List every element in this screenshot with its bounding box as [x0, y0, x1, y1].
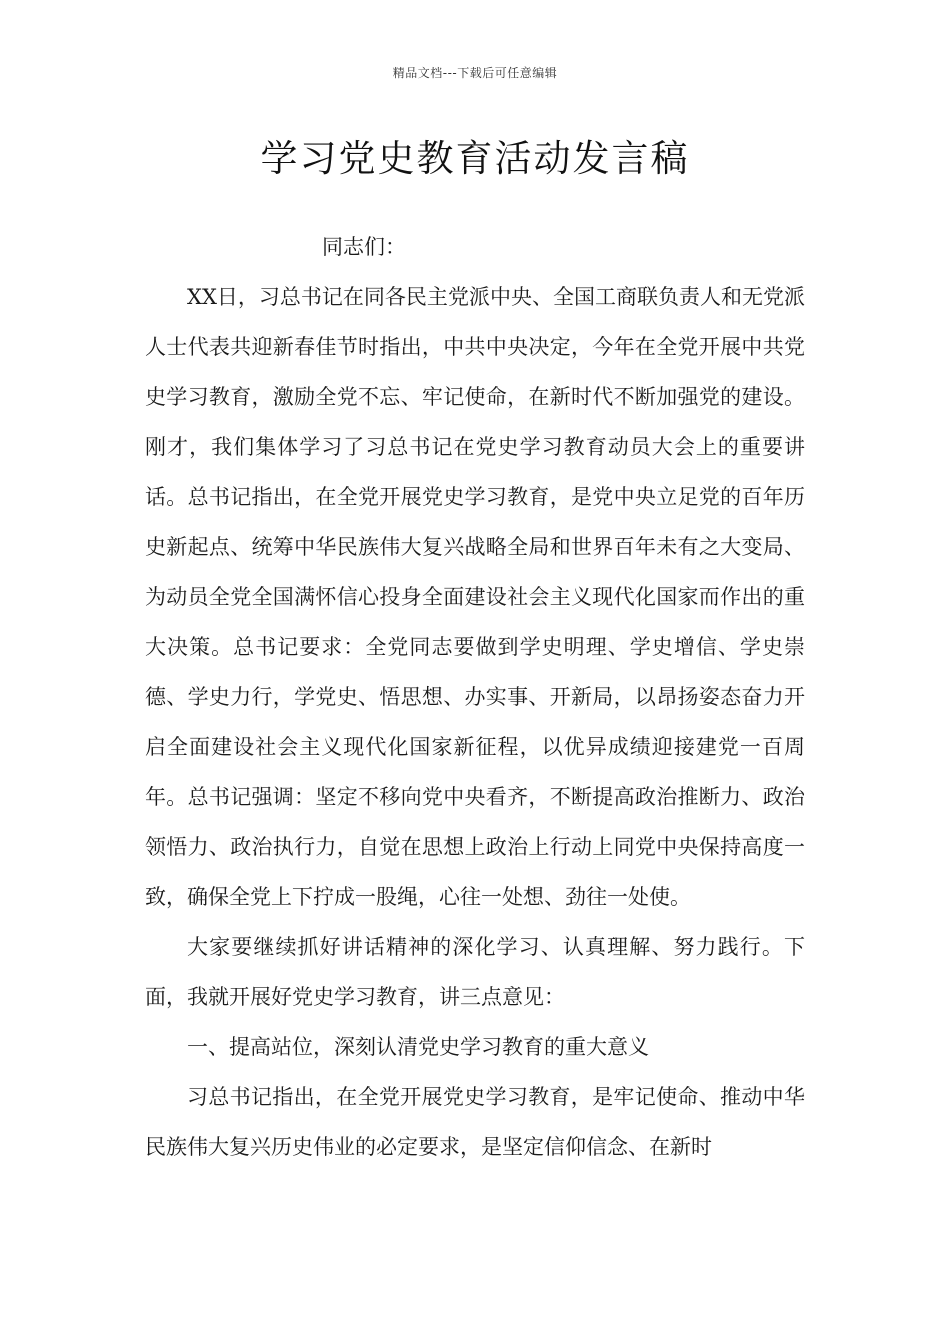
paragraph: 习总书记指出，在全党开展党史学习教育，是牢记使命、推动中华民族伟大复兴历史伟业的必定要求，是坚定信仰信念、在新时 — [145, 1085, 805, 1159]
section-heading: 一、提高站位，深刻认清党史学习教育的重大意义 — [187, 1035, 649, 1059]
salutation: 同志们： — [322, 235, 406, 259]
paragraph: XX日，习总书记在同各民主党派中央、全国工商联负责人和无党派人士代表共迎新春佳节时指出，中共中央决定，今年在全党开展中共党史学习教育，激励全党不忘、牢记使命，在新时代不断加强党的建设。刚才，我们集体学习了习总书记在党史学习教育动员大会上的重要讲话。总书记指出，在全党开展党史学习教育，是党中央立足党的百年历史新起点、统筹中华民族伟大复兴战略全局和世界百年未有之大变局、为动员全党全国满怀信心投身全面建设社会主义现代化国家而作出的重大决策。总书记要求：全党同志要做到学史明理、学史增信、学史崇德、学史力行，学党史、悟思想、办实事、开新局，以昂扬姿态奋力开启全面建设社会主义现代化国家新征程，以优异成绩迎接建党一百周年。总书记强调：坚定不移向党中央看齐，不断提高政治推断力、政治领悟力、政治执行力，自觉在思想上政治上行动上同党中央保持高度一致，确保全党上下拧成一股绳，心往一处想、劲往一处使。 — [145, 285, 805, 909]
paragraph: 大家要继续抓好讲话精神的深化学习、认真理解、努力践行。下面，我就开展好党史学习教育，讲三点意见： — [145, 935, 805, 1009]
document-title: 学习党史教育活动发言稿 — [260, 137, 690, 180]
page-header: 精品文档---下载后可任意编辑 — [392, 66, 558, 80]
document-body — [145, 222, 805, 1172]
